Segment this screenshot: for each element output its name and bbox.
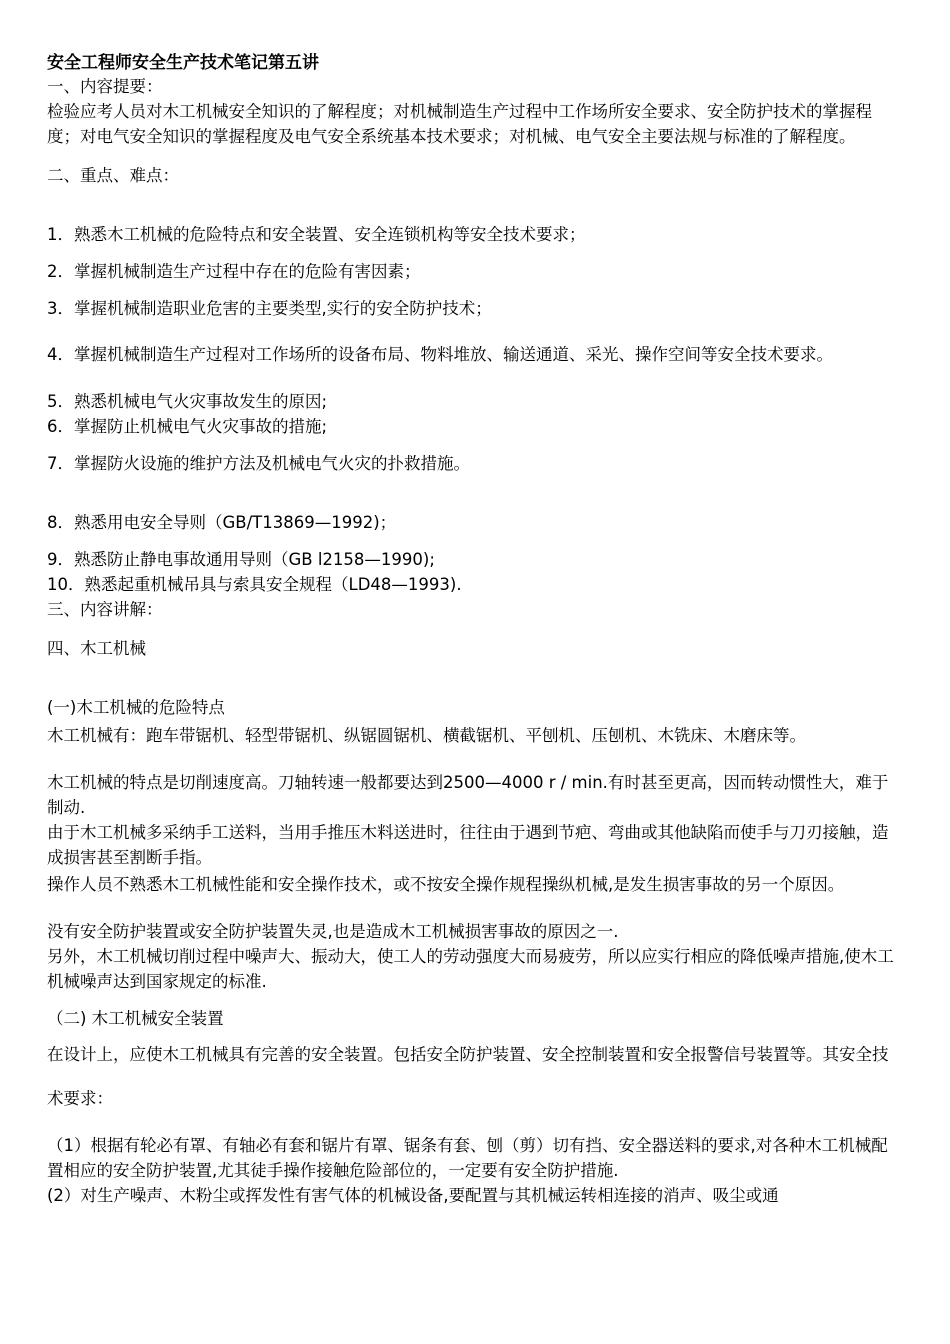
- key-item-4: 4．掌握机械制造生产过程对工作场所的设备布局、物料堆放、输送通道、采光、操作空间等安全技术要求。: [47, 345, 833, 364]
- hazards-paragraph-5: 没有安全防护装置或安全防护装置失灵,也是造成木工机械损害事故的原因之一.: [47, 922, 619, 941]
- section-heading-key-points: 二、重点、难点：: [47, 166, 179, 185]
- key-item-3: 3．掌握机械制造职业危害的主要类型,实行的安全防护技术；: [47, 299, 492, 318]
- safety-paragraph-1: 在设计上，应使木工机械具有完善的安全装置。包括安全防护装置、安全控制装置和安全报警信号装置等。其安全技术要求：: [47, 1045, 889, 1108]
- hazards-paragraph-3: 由于木工机械多采纳手工送料，当用手推压木料送进时，往往由于遇到节疤、弯曲或其他缺陷而使手与刀刃接触，造成损害甚至割断手指。: [47, 823, 889, 867]
- key-item-2: 2．掌握机械制造生产过程中存在的危险有害因素；: [47, 262, 421, 281]
- subsection-title-safety-devices: （二) 木工机械安全装置: [47, 1009, 224, 1028]
- key-item-7: 7．掌握防火设施的维护方法及机械电气火灾的扑救措施。: [47, 454, 470, 473]
- hazards-paragraph-6: 另外，木工机械切削过程中噪声大、振动大，使工人的劳动强度大而易疲劳，所以应实行相应的降低噪声措施,使木工机械噪声达到国家规定的标准.: [47, 947, 894, 991]
- summary-paragraph: 检验应考人员对木工机械安全知识的了解程度；对机械制造生产过程中工作场所安全要求、安全防护技术的掌握程度；对电气安全知识的掌握程度及电气安全系统基本技术要求；对机械、电气安全主要法规与标准的了解程度。: [47, 102, 872, 146]
- document-page: [47, 52, 903, 1208]
- safety-paragraph-2: （1）根据有轮必有罩、有轴必有套和锯片有罩、锯条有套、刨（剪）切有挡、安全器送料的要求,对各种木工机械配置相应的安全防护装置,尤其徒手操作接触危险部位的，一定要有安全防护措施.: [47, 1136, 888, 1180]
- key-item-6: 6．掌握防止机械电气火灾事故的措施;: [47, 417, 328, 436]
- section-heading-lecture: 三、内容讲解：: [47, 600, 163, 619]
- key-item-10: 10．熟悉起重机械吊具与索具安全规程（LD48—1993).: [47, 575, 462, 594]
- section-heading-woodworking: 四、木工机械: [47, 639, 146, 658]
- hazards-paragraph-4: 操作人员不熟悉木工机械性能和安全操作技术，或不按安全操作规程操纵机械,是发生损害事故的另一个原因。: [47, 875, 845, 894]
- key-item-9: 9．熟悉防止静电事故通用导则（GB l2158—1990);: [47, 550, 435, 569]
- section-heading-summary: 一、内容提要：: [47, 77, 163, 96]
- safety-paragraph-3: (2）对生产噪声、木粉尘或挥发性有害气体的机械设备,要配置与其机械运转相连接的消声、吸尘或通: [47, 1186, 779, 1205]
- hazards-paragraph-1: 木工机械有：跑车带锯机、轻型带锯机、纵锯圆锯机、横截锯机、平刨机、压刨机、木铣床、木磨床等。: [47, 726, 806, 745]
- key-item-8: 8．熟悉用电安全导则（GB/T13869—1992)；: [47, 513, 397, 532]
- subsection-title-hazards: (一)木工机械的危险特点: [47, 698, 225, 717]
- hazards-paragraph-2: 木工机械的特点是切削速度高。刀轴转速一般都要达到2500—4000 r / min.有时甚至更高，因而转动惯性大，难于制动.: [47, 773, 889, 817]
- key-item-1: 1．熟悉木工机械的危险特点和安全装置、安全连锁机构等安全技术要求；: [47, 225, 586, 244]
- key-item-5: 5．熟悉机械电气火灾事故发生的原因;: [47, 392, 328, 411]
- document-title: 安全工程师安全生产技术笔记第五讲: [47, 53, 319, 73]
